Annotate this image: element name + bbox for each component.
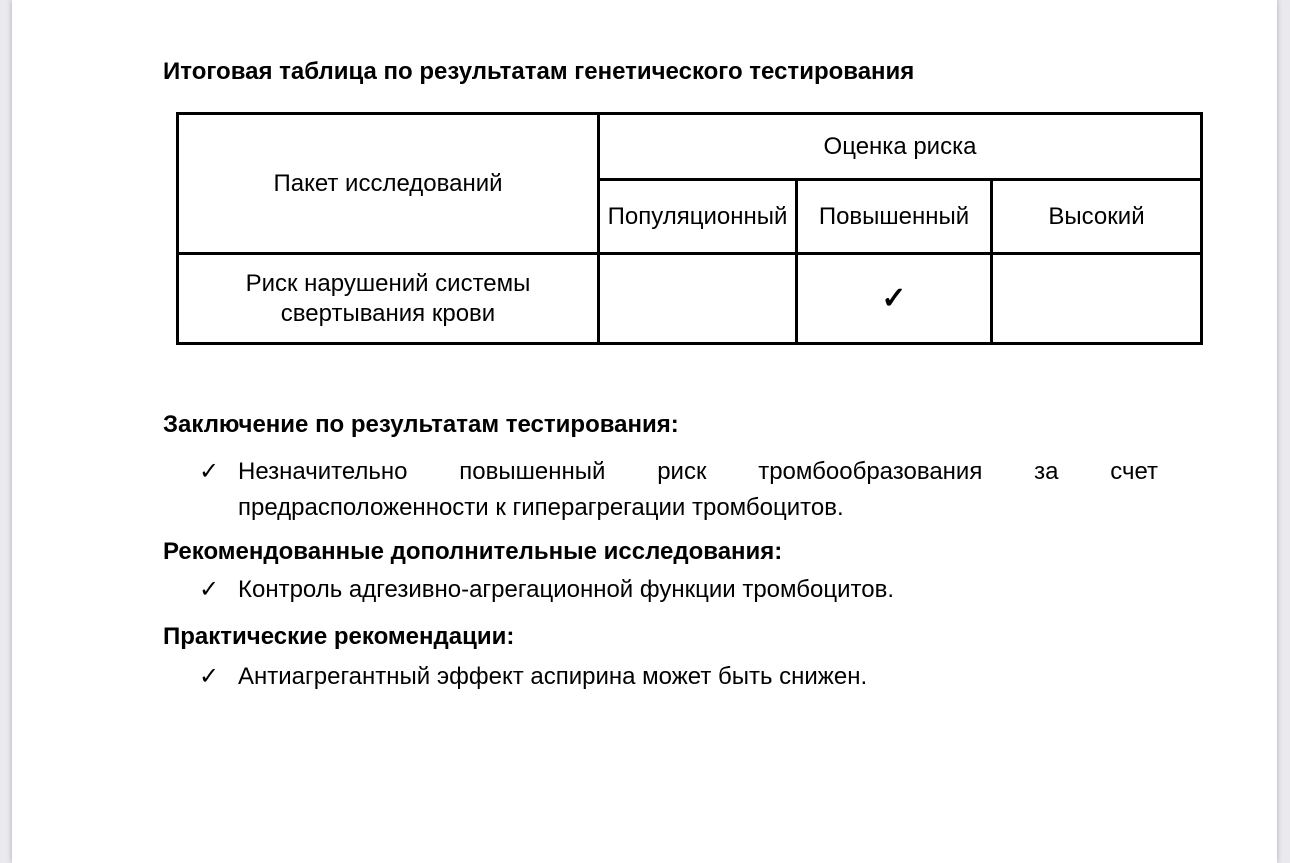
row-label-package — [178, 254, 599, 344]
page-title: Итоговая таблица по результатам генетического тестирования — [163, 58, 915, 85]
bullet-check-icon: ✓ — [199, 576, 220, 603]
table-header-row-group — [178, 114, 1202, 180]
bullet-item-conclusion — [199, 454, 1158, 526]
table-header-high: Высокий — [992, 180, 1202, 254]
bullet-text-practical-recommendations: Антиагрегантный эффект аспирина может быть снижен. — [238, 663, 868, 690]
bullet-item-practical-recommendations — [199, 659, 867, 695]
section-heading-conclusion: Заключение по результатам тестирования: — [163, 411, 679, 438]
table-row — [178, 254, 1202, 344]
bullet-text-recommended-tests: Контроль адгезивно-агрегационной функции тромбоцитов. — [238, 576, 894, 603]
bullet-text-line-2: предрасположенности к гиперагрегации тромбоцитов. — [238, 494, 844, 521]
cell-high — [992, 254, 1202, 344]
table-header-populational: Популяционный — [599, 180, 797, 254]
bullet-item-recommended-tests — [199, 572, 894, 608]
section-heading-recommended-tests: Рекомендованные дополнительные исследования: — [163, 538, 783, 565]
bullet-text-conclusion — [238, 454, 1158, 526]
bullet-check-icon: ✓ — [199, 458, 220, 485]
section-heading-practical-recommendations: Практические рекомендации: — [163, 623, 515, 650]
bullet-check-icon: ✓ — [199, 663, 220, 690]
table-header-package: Пакет исследований — [178, 114, 599, 254]
cell-populational — [599, 254, 797, 344]
checkmark-icon: ✓ — [797, 254, 992, 344]
results-table — [176, 112, 1203, 345]
table-header-risk-assessment: Оценка риска — [599, 114, 1202, 180]
row-label-line-1: Риск нарушений системы — [245, 269, 531, 297]
table-header-elevated: Повышенный — [797, 180, 992, 254]
bullet-text-line-1: Незначительно повышенный риск тромбообразования за счет — [238, 458, 1158, 485]
row-label-line-2: свертывания крови — [280, 299, 496, 327]
document-page — [12, 0, 1277, 863]
